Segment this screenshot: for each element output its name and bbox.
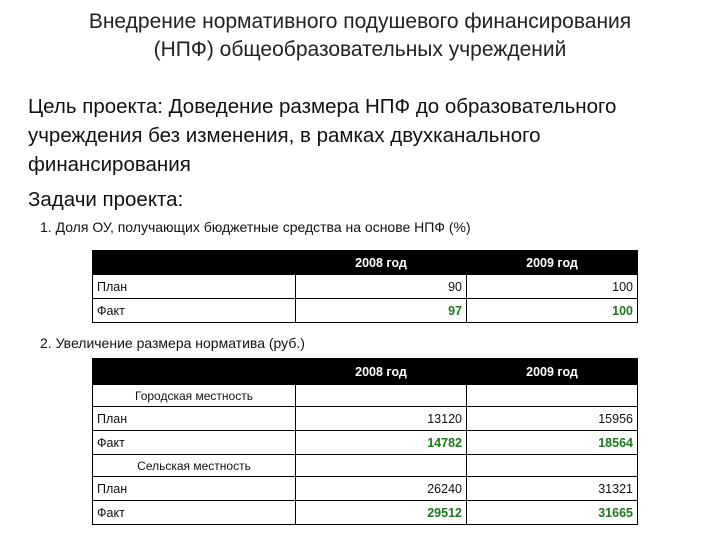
cell-rural-fact-2008: 29512 <box>296 501 467 525</box>
column-header-2008: 2008 год <box>296 251 467 275</box>
title-line-2: (НПФ) общеобразовательных учреждений <box>153 38 567 61</box>
table-row <box>93 275 638 299</box>
group-blank <box>467 455 638 477</box>
row-label-plan: План <box>93 477 296 501</box>
group-row-rural <box>93 455 638 477</box>
task1-label: 1. Доля ОУ, получающих бюджетные средства на основе НПФ (%) <box>40 219 471 235</box>
cell-plan-2008: 90 <box>296 275 467 299</box>
cell-fact-2008: 97 <box>296 299 467 323</box>
column-header-2009: 2009 год <box>467 251 638 275</box>
task1-table <box>92 250 638 323</box>
row-label-plan: План <box>93 407 296 431</box>
task2-label: 2. Увеличение размера норматива (руб.) <box>40 335 305 351</box>
title-line-1: Внедрение нормативного подушевого финансирования <box>88 10 632 33</box>
cell-urban-fact-2009: 18564 <box>467 431 638 455</box>
column-header-2008: 2008 год <box>296 359 467 385</box>
project-goal: Цель проекта: Доведение размера НПФ до образовательного учреждения без изменения, в рамках двухканального финансирования <box>28 95 617 176</box>
row-label-fact: Факт <box>93 299 296 323</box>
table-row <box>93 299 638 323</box>
group-label-rural: Сельская местность <box>93 455 296 477</box>
header-corner <box>93 359 296 385</box>
cell-rural-plan-2009: 31321 <box>467 477 638 501</box>
header-corner <box>93 251 296 275</box>
table-row <box>93 477 638 501</box>
table-header-row <box>93 251 638 275</box>
task2-table <box>92 358 638 525</box>
table-row <box>93 407 638 431</box>
table-row <box>93 501 638 525</box>
group-blank <box>296 455 467 477</box>
cell-fact-2009: 100 <box>467 299 638 323</box>
group-blank <box>467 385 638 407</box>
row-label-fact: Факт <box>93 431 296 455</box>
table-header-row <box>93 359 638 385</box>
cell-plan-2009: 100 <box>467 275 638 299</box>
cell-urban-plan-2008: 13120 <box>296 407 467 431</box>
cell-rural-plan-2008: 26240 <box>296 477 467 501</box>
column-header-2009: 2009 год <box>467 359 638 385</box>
tasks-heading: Задачи проекта: <box>28 188 184 211</box>
group-blank <box>296 385 467 407</box>
row-label-fact: Факт <box>93 501 296 525</box>
cell-rural-fact-2009: 31665 <box>467 501 638 525</box>
cell-urban-fact-2008: 14782 <box>296 431 467 455</box>
table-row <box>93 431 638 455</box>
row-label-plan: План <box>93 275 296 299</box>
group-row-urban <box>93 385 638 407</box>
page-title <box>20 8 700 64</box>
group-label-urban: Городская местность <box>93 385 296 407</box>
cell-urban-plan-2009: 15956 <box>467 407 638 431</box>
